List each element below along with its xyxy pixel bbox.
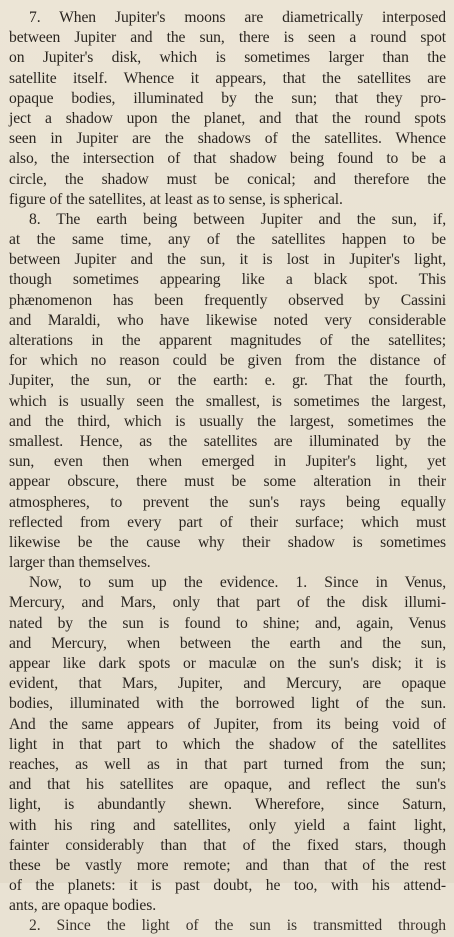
summary-line-2: Mercury, and Mars, only that part of the disk illumi-: [9, 594, 446, 612]
paragraph-7-line-2: between Jupiter and the sun, there is seen a round spot: [9, 29, 446, 47]
summary-line-4: and Mercury, when between the earth and the sun,: [9, 634, 446, 652]
paragraph-8-line-16: reflected from every part of their surface; which must: [9, 513, 446, 531]
summary-line-10: reaches, as well as in that part turned from the sun;: [9, 755, 446, 773]
summary-line-16: of the planets: it is past doubt, he too, with his attend-: [9, 877, 446, 895]
paragraph-8-line-9: Jupiter, the sun, or the earth: e. gr. That the fourth,: [9, 372, 446, 390]
paragraph-7-line-8: also, the intersection of that shadow being found to be a: [9, 150, 446, 168]
paragraph-8-line-14: appear obscure, there must be some alteration in their: [9, 473, 446, 491]
summary-line-1: Now, to sum up the evidence. 1. Since in Venus,: [29, 574, 446, 592]
paragraph-8-line-18: larger than themselves.: [9, 554, 151, 572]
paragraph-8-line-6: and Maraldi, who have likewise noted very considerable: [9, 311, 446, 329]
paragraph-8-line-3: between Jupiter and the sun, it is lost in Jupiter's light,: [9, 251, 446, 269]
paragraph-8-line-2: at the same time, any of the satellites happen to be: [9, 231, 446, 249]
body-text: [9, 8, 446, 935]
summary-line-5: appear like dark spots or maculæ on the sun's disk; it is: [9, 655, 446, 672]
summary-line-12: light, is abundantly shewn. Wherefore, since Saturn,: [9, 796, 446, 814]
summary-line-6: evident, that Mars, Jupiter, and Mercury, are opaque: [9, 675, 446, 693]
paragraph-8-line-4: though sometimes appearing like a black spot. This: [9, 271, 446, 289]
cut-off-line: 2. Since the light of the sun is transmitted through: [29, 917, 446, 935]
paragraph-8-line-13: sun, even then when emerged in Jupiter's light, yet: [9, 453, 446, 471]
paragraph-8-line-1: 8. The earth being between Jupiter and the sun, if,: [29, 210, 446, 228]
summary-line-14: fainter considerably than that of the fixed stars, though: [9, 836, 446, 854]
paragraph-8-line-8: for which no reason could be given from the distance of: [9, 352, 446, 370]
paragraph-7-line-4: satellite itself. Whence it appears, that the satellites are: [9, 69, 446, 87]
summary-line-7: bodies, illuminated with the borrowed light of the sun.: [9, 695, 446, 713]
summary-line-8: And the same appears of Jupiter, from its being void of: [9, 715, 446, 733]
paragraph-7-line-3: on Jupiter's disk, which is sometimes larger than the: [9, 49, 446, 67]
paragraph-8-line-7: alterations in the apparent magnitudes of the satellites;: [9, 332, 446, 349]
paragraph-7-line-1: 7. When Jupiter's moons are diametrically interposed: [29, 9, 446, 26]
paragraph-8-line-17: likewise be the cause why their shadow is sometimes: [9, 533, 446, 551]
summary-line-15: these be vastly more remote; and than that of the rest: [9, 856, 446, 874]
paragraph-7-line-10: figure of the satellites, at least as to sense, is spherical.: [9, 190, 343, 208]
paragraph-8-line-15: atmospheres, to prevent the sun's rays being equally: [9, 493, 446, 511]
summary-line-17: ants, are opaque bodies.: [9, 897, 156, 915]
paragraph-8-line-12: smallest. Hence, as the satellites are illuminated by the: [9, 432, 446, 450]
paragraph-7-line-6: ject a shadow upon the planet, and that the round spots: [9, 109, 446, 127]
summary-line-13: with his ring and satellites, only yield a faint light,: [9, 816, 446, 834]
paragraph-8-line-10: which is usually seen the smallest, is sometimes the largest,: [9, 392, 446, 410]
paragraph-7-line-7: seen in Jupiter are the shadows of the satellites. Whence: [9, 130, 446, 148]
summary-line-9: light in that part to which the shadow of the satellites: [9, 735, 446, 753]
summary-line-3: nated by the sun is found to shine; and, again, Venus: [9, 614, 446, 632]
paragraph-7-line-9: circle, the shadow must be conical; and therefore the: [9, 170, 446, 188]
paragraph-7-line-5: opaque bodies, illuminated by the sun; that they pro-: [9, 89, 446, 107]
paragraph-8-line-5: phænomenon has been frequently observed by Cassini: [9, 291, 446, 309]
summary-line-11: and that his satellites are opaque, and reflect the sun's: [9, 776, 446, 794]
paragraph-8-line-11: and the third, which is usually the largest, sometimes the: [9, 412, 446, 430]
